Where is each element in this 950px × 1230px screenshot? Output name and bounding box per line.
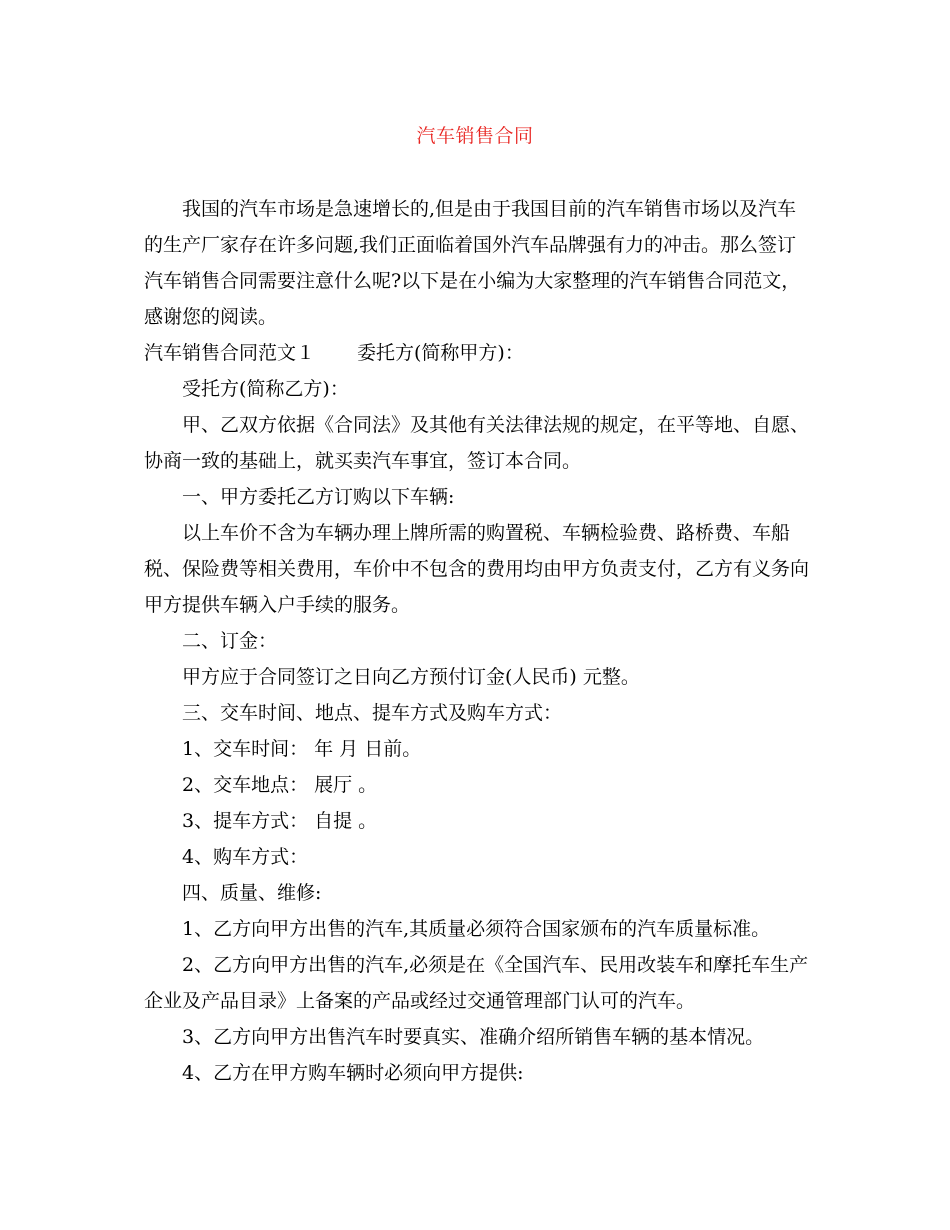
party-a-label: 委托方(简称甲方)： — [357, 342, 524, 364]
section4-title: 四、质量、维修: — [182, 882, 322, 904]
party-b-label: 受托方(简称乙方)： — [182, 378, 349, 400]
section2-title: 二、订金： — [182, 630, 278, 652]
section3-item-4: 4、购车方式： — [182, 846, 309, 868]
section3-item-3: 3、提车方式： 自提 。 — [182, 810, 378, 832]
section4-item-3: 3、乙方向甲方出售汽车时要真实、准确介绍所销售车辆的基本情况。 — [182, 1026, 765, 1048]
document-title: 汽车销售合同 — [416, 125, 534, 147]
section4-item-4: 4、乙方在甲方购车辆时必须向甲方提供: — [182, 1062, 524, 1084]
section4-item-2: 2、乙方向甲方出售的汽车,必须是在《全国汽车、民用改装车和摩托车生产企业及产品目录》上备案的产品或经过交通管理部门认可的汽车。 — [144, 954, 809, 1012]
section3-title: 三、交车时间、地点、提车方式及购车方式： — [182, 702, 563, 724]
preamble-paragraph: 甲、乙双方依据《合同法》及其他有关法律法规的规定，在平等地、自愿、协商一致的基础上，就买卖汽车事宜，签订本合同。 — [144, 414, 810, 472]
document-body — [144, 191, 814, 1091]
section2-text: 甲方应于合同签订之日向乙方预付订金(人民币) 元整。 — [182, 666, 640, 688]
section3-item-2: 2、交车地点： 展厅 。 — [182, 774, 378, 796]
section1-text: 以上车价不含为车辆办理上牌所需的购置税、车辆检验费、路桥费、车船税、保险费等相关费用，车价中不包含的费用均由甲方负责支付，乙方有义务向甲方提供车辆入户手续的服务。 — [144, 522, 810, 616]
sample-heading-line — [144, 335, 814, 371]
section4-item-1: 1、乙方向甲方出售的汽车,其质量必须符合国家颁布的汽车质量标准。 — [182, 918, 771, 940]
section3-item-1: 1、交车时间： 年 月 日前。 — [182, 738, 422, 760]
section1-title: 一、甲方委托乙方订购以下车辆: — [182, 486, 455, 508]
heading-spacer — [315, 335, 357, 371]
sample-heading: 汽车销售合同范文１ — [144, 342, 316, 364]
intro-paragraph: 我国的汽车市场是急速增长的,但是由于我国目前的汽车销售市场以及汽车的生产厂家存在许多问题,我们正面临着国外汽车品牌强有力的冲击。那么签订汽车销售合同需要注意什么呢?以下是在小编为大家整理的汽车销售合同范文，感谢您的阅读。 — [144, 198, 801, 328]
